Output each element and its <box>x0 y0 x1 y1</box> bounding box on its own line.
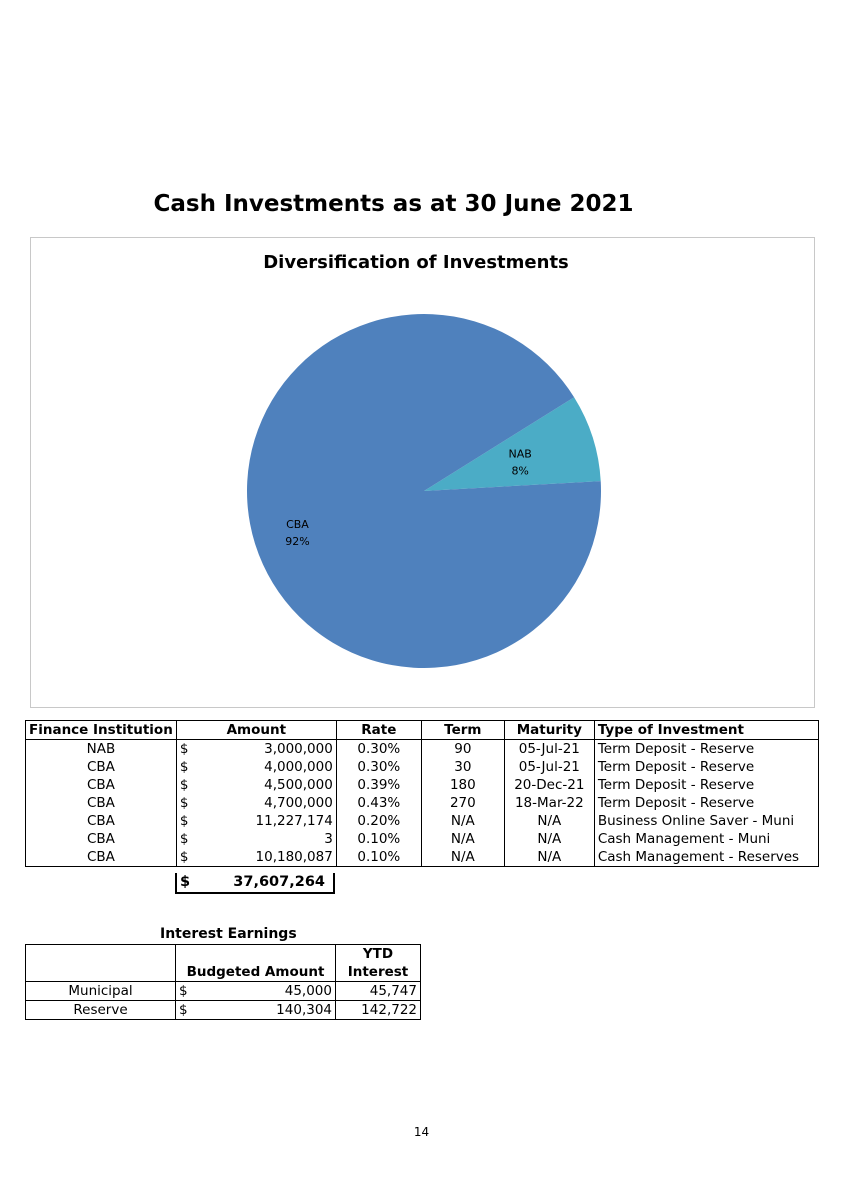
amount-value: 4,700,000 <box>264 795 333 811</box>
cell-institution: CBA <box>26 830 177 848</box>
interest-row-ytd: 45,747 <box>336 982 421 1001</box>
cell-amount <box>176 848 336 867</box>
interest-row-budget <box>176 982 336 1001</box>
cell-institution: CBA <box>26 776 177 794</box>
investments-total <box>175 873 335 894</box>
cell-term: N/A <box>421 848 504 867</box>
cell-type: Term Deposit - Reserve <box>594 740 818 759</box>
cell-institution: NAB <box>26 740 177 759</box>
cell-term: 90 <box>421 740 504 759</box>
table-row <box>26 812 819 830</box>
header-maturity: Maturity <box>504 721 594 740</box>
amount-value: 10,180,087 <box>255 849 333 865</box>
header-type: Type of Investment <box>594 721 818 740</box>
currency-symbol: $ <box>179 777 189 793</box>
cell-maturity: N/A <box>504 830 594 848</box>
cell-maturity: 05-Jul-21 <box>504 740 594 759</box>
currency-symbol: $ <box>179 795 189 811</box>
cell-amount <box>176 794 336 812</box>
interest-row-budget <box>176 1001 336 1020</box>
page-title: Cash Investments as at 30 June 2021 <box>153 191 634 217</box>
cell-rate: 0.43% <box>336 794 421 812</box>
pie-slice-cba <box>247 314 601 668</box>
header-rate: Rate <box>336 721 421 740</box>
cell-type: Term Deposit - Reserve <box>594 794 818 812</box>
amount-value: 4,000,000 <box>264 759 333 775</box>
header-amount: Amount <box>176 721 336 740</box>
cell-type: Cash Management - Reserves <box>594 848 818 867</box>
cell-amount <box>176 758 336 776</box>
cell-institution: CBA <box>26 758 177 776</box>
table-header-row <box>26 721 819 740</box>
interest-row-label: Municipal <box>26 982 176 1001</box>
table-row <box>26 758 819 776</box>
amount-value: 3,000,000 <box>264 741 333 757</box>
total-amount: 37,607,264 <box>233 874 325 890</box>
slice-label-nab: NAB <box>508 447 532 461</box>
table-row <box>26 794 819 812</box>
cell-term: 180 <box>421 776 504 794</box>
interest-header-blank <box>26 945 176 982</box>
investments-table <box>25 720 819 867</box>
amount-value: 11,227,174 <box>255 813 333 829</box>
table-row <box>26 740 819 759</box>
chart-title: Diversification of Investments <box>263 252 569 273</box>
cell-institution: CBA <box>26 794 177 812</box>
amount-value: 4,500,000 <box>264 777 333 793</box>
slice-label-cba: CBA <box>286 518 309 532</box>
currency-symbol: $ <box>179 813 189 829</box>
interest-row-ytd: 142,722 <box>336 1001 421 1020</box>
currency-symbol: $ <box>179 1002 188 1018</box>
table-row <box>26 1001 421 1020</box>
slice-pct-nab: 8% <box>511 464 529 478</box>
cell-term: N/A <box>421 812 504 830</box>
table-row <box>26 848 819 867</box>
cell-term: 30 <box>421 758 504 776</box>
pie-chart-svg <box>31 238 816 709</box>
interest-header-ytd <box>336 945 421 982</box>
currency-symbol: $ <box>179 831 189 847</box>
cell-amount <box>176 830 336 848</box>
cell-type: Cash Management - Muni <box>594 830 818 848</box>
interest-header-ytd-line1: YTD <box>362 946 394 962</box>
table-row <box>26 776 819 794</box>
interest-table <box>25 944 421 1020</box>
cell-amount <box>176 812 336 830</box>
budget-value: 45,000 <box>284 983 332 999</box>
cell-maturity: 05-Jul-21 <box>504 758 594 776</box>
cell-type: Business Online Saver - Muni <box>594 812 818 830</box>
total-currency: $ <box>180 874 191 890</box>
cell-type: Term Deposit - Reserve <box>594 758 818 776</box>
cell-amount <box>176 740 336 759</box>
cell-term: 270 <box>421 794 504 812</box>
page-number: 14 <box>413 1125 430 1139</box>
currency-symbol: $ <box>179 983 188 999</box>
cell-rate: 0.20% <box>336 812 421 830</box>
cell-type: Term Deposit - Reserve <box>594 776 818 794</box>
currency-symbol: $ <box>179 849 189 865</box>
amount-value: 3 <box>324 831 333 847</box>
table-row <box>26 982 421 1001</box>
cell-institution: CBA <box>26 812 177 830</box>
budget-value: 140,304 <box>276 1002 332 1018</box>
cell-term: N/A <box>421 830 504 848</box>
cell-maturity: N/A <box>504 812 594 830</box>
header-institution: Finance Institution <box>26 721 177 740</box>
slice-pct-cba: 92% <box>285 535 310 549</box>
interest-header-row <box>26 945 421 982</box>
cell-rate: 0.30% <box>336 758 421 776</box>
cell-rate: 0.10% <box>336 830 421 848</box>
header-term: Term <box>421 721 504 740</box>
pie-chart <box>30 237 815 708</box>
cell-amount <box>176 776 336 794</box>
currency-symbol: $ <box>179 759 189 775</box>
cell-rate: 0.30% <box>336 740 421 759</box>
cell-maturity: 20-Dec-21 <box>504 776 594 794</box>
cell-rate: 0.39% <box>336 776 421 794</box>
cell-institution: CBA <box>26 848 177 867</box>
cell-maturity: 18-Mar-22 <box>504 794 594 812</box>
interest-header-ytd-line2: Interest <box>347 964 409 980</box>
interest-title: Interest Earnings <box>160 926 297 942</box>
interest-row-label: Reserve <box>26 1001 176 1020</box>
table-row <box>26 830 819 848</box>
interest-header-budget: Budgeted Amount <box>176 945 336 982</box>
cell-maturity: N/A <box>504 848 594 867</box>
cell-rate: 0.10% <box>336 848 421 867</box>
currency-symbol: $ <box>179 741 189 757</box>
